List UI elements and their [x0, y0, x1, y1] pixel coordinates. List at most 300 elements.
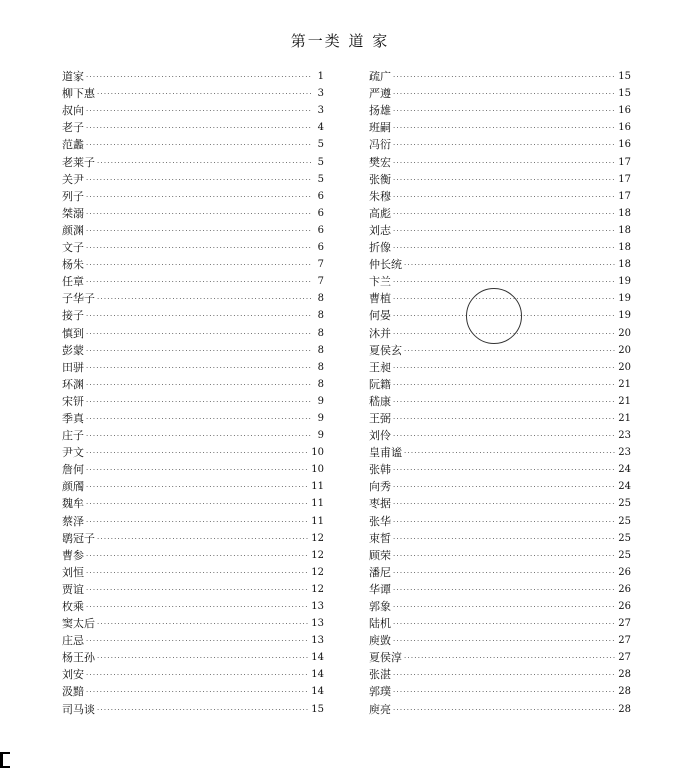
- toc-entry: [62, 203, 324, 220]
- dot-leader: [393, 586, 615, 594]
- entry-name: 顾荣: [369, 548, 391, 562]
- entry-page-number: 13: [311, 635, 324, 647]
- entry-page-number: 26: [618, 601, 631, 612]
- entry-name: 汲黯: [62, 685, 84, 699]
- entry-page-number: 25: [618, 549, 631, 561]
- toc-entry: [369, 510, 631, 527]
- entry-name: 沐并: [369, 326, 391, 340]
- entry-page-number: 13: [311, 601, 324, 612]
- toc-entry: [369, 169, 631, 186]
- entry-name: 卞兰: [369, 275, 391, 289]
- entry-name: 陆机: [369, 617, 391, 631]
- toc-entry: [369, 613, 631, 630]
- toc-left-column: [62, 66, 324, 716]
- entry-page-number: 8: [317, 327, 324, 339]
- dot-leader: [86, 569, 308, 577]
- toc-entry: [369, 66, 631, 83]
- corner-mark-icon: [0, 752, 10, 768]
- dot-leader: [86, 688, 308, 696]
- entry-page-number: 7: [317, 259, 324, 271]
- toc-entry: [369, 374, 631, 391]
- toc-entry: [62, 271, 324, 288]
- entry-page-number: 21: [618, 378, 631, 390]
- toc-entry: [62, 391, 324, 408]
- entry-name: 枚乘: [62, 600, 84, 613]
- toc-entry: [369, 493, 631, 510]
- entry-page-number: 10: [311, 464, 324, 476]
- entry-name: 班嗣: [369, 121, 391, 135]
- toc-entry: [62, 510, 324, 527]
- toc-entry: [62, 596, 324, 613]
- entry-page-number: 24: [618, 481, 631, 493]
- dot-leader: [97, 535, 308, 543]
- toc-entry: [62, 220, 324, 237]
- entry-name: 疏广: [369, 70, 391, 84]
- toc-entry: [62, 681, 324, 698]
- entry-page-number: 20: [618, 344, 631, 356]
- dot-leader: [86, 210, 311, 218]
- entry-page-number: 9: [317, 395, 324, 407]
- entry-name: 杨王孙: [62, 651, 95, 665]
- entry-page-number: 16: [618, 122, 631, 134]
- entry-page-number: 28: [618, 686, 631, 698]
- entry-name: 王弼: [369, 411, 391, 425]
- entry-name: 田骈: [62, 360, 84, 374]
- entry-name: 司马谈: [62, 702, 95, 716]
- dot-leader: [404, 261, 615, 269]
- dot-leader: [393, 159, 615, 167]
- toc-entry: [369, 254, 631, 271]
- entry-page-number: 3: [317, 88, 324, 100]
- dot-leader: [393, 688, 615, 696]
- toc-entry: [369, 664, 631, 681]
- entry-name: 老莱子: [62, 155, 95, 169]
- entry-name: 窦太后: [62, 617, 95, 631]
- dot-leader: [86, 603, 308, 611]
- entry-name: 接子: [62, 309, 84, 323]
- dot-leader: [393, 73, 615, 81]
- entry-page-number: 13: [311, 618, 324, 630]
- entry-name: 向秀: [369, 480, 391, 494]
- entry-name: 郭象: [369, 600, 391, 613]
- toc-entry: [62, 562, 324, 579]
- dot-leader: [393, 193, 615, 201]
- toc-entry: [369, 698, 631, 715]
- dot-leader: [393, 535, 615, 543]
- entry-name: 皇甫谧: [369, 446, 402, 460]
- toc-entry: [369, 630, 631, 647]
- entry-name: 折像: [369, 241, 391, 255]
- entry-page-number: 7: [317, 276, 324, 288]
- toc-entry: [62, 647, 324, 664]
- entry-page-number: 15: [311, 703, 324, 715]
- toc-entry: [62, 493, 324, 510]
- toc-entry: [369, 83, 631, 100]
- entry-name: 庄子: [62, 429, 84, 443]
- entry-name: 鹖冠子: [62, 531, 95, 545]
- dot-leader: [404, 449, 615, 457]
- dot-leader: [86, 500, 308, 508]
- entry-page-number: 21: [618, 395, 631, 407]
- entry-page-number: 5: [317, 139, 324, 151]
- toc-entry: [369, 476, 631, 493]
- entry-page-number: 12: [311, 566, 324, 578]
- toc-entry: [62, 442, 324, 459]
- dot-leader: [393, 381, 615, 389]
- toc-entry: [369, 357, 631, 374]
- page-title: 第一类 道 家: [290, 32, 390, 50]
- dot-leader: [393, 466, 615, 474]
- entry-page-number: 6: [317, 224, 324, 236]
- dot-leader: [404, 347, 615, 355]
- entry-name: 阮籍: [369, 377, 391, 391]
- entry-name: 蔡泽: [62, 514, 84, 528]
- entry-page-number: 5: [317, 173, 324, 185]
- entry-page-number: 18: [618, 242, 631, 254]
- entry-page-number: 20: [618, 327, 631, 339]
- entry-page-number: 8: [317, 361, 324, 373]
- toc-entry: [62, 459, 324, 476]
- entry-name: 庾亮: [369, 702, 391, 716]
- entry-page-number: 28: [618, 669, 631, 681]
- dot-leader: [86, 330, 311, 338]
- dot-leader: [86, 518, 308, 526]
- entry-name: 高彪: [369, 206, 391, 220]
- dot-leader: [393, 432, 615, 440]
- entry-name: 任章: [62, 275, 84, 289]
- dot-leader: [86, 124, 311, 132]
- dot-leader: [86, 278, 311, 286]
- dot-leader: [86, 398, 311, 406]
- entry-page-number: 3: [317, 105, 324, 117]
- toc-entry: [62, 100, 324, 117]
- entry-name: 文子: [62, 241, 84, 255]
- entry-page-number: 26: [618, 566, 631, 578]
- toc-entry: [62, 83, 324, 100]
- entry-name: 贾谊: [62, 582, 84, 596]
- dot-leader: [393, 671, 615, 679]
- toc-entry: [62, 425, 324, 442]
- entry-page-number: 12: [311, 583, 324, 595]
- entry-name: 樊宏: [369, 155, 391, 169]
- toc-entry: [369, 596, 631, 613]
- entry-name: 张湛: [369, 668, 391, 682]
- entry-name: 刘恒: [62, 565, 84, 579]
- toc-entry: [369, 647, 631, 664]
- entry-name: 潘尼: [369, 565, 391, 579]
- dot-leader: [393, 107, 615, 115]
- entry-name: 魏牟: [62, 497, 84, 511]
- dot-leader: [393, 210, 615, 218]
- entry-name: 颜渊: [62, 223, 84, 237]
- dot-leader: [86, 312, 311, 320]
- toc-right-column: [369, 66, 631, 716]
- toc-entry: [369, 117, 631, 134]
- dot-leader: [86, 261, 311, 269]
- dot-leader: [86, 466, 308, 474]
- dot-leader: [393, 483, 615, 491]
- entry-page-number: 9: [317, 412, 324, 424]
- dot-leader: [393, 124, 615, 132]
- toc-entry: [62, 322, 324, 339]
- entry-page-number: 8: [317, 378, 324, 390]
- toc-entry: [369, 100, 631, 117]
- entry-page-number: 23: [618, 430, 631, 442]
- toc-entry: [62, 254, 324, 271]
- entry-name: 老子: [62, 121, 84, 135]
- toc-entry: [369, 545, 631, 562]
- entry-name: 道家: [62, 70, 84, 84]
- dot-leader: [86, 244, 311, 252]
- dot-leader: [86, 381, 311, 389]
- entry-name: 刘伶: [369, 429, 391, 443]
- entry-name: 张衡: [369, 172, 391, 186]
- entry-name: 列子: [62, 189, 84, 203]
- entry-name: 朱穆: [369, 189, 391, 203]
- dot-leader: [86, 141, 311, 149]
- dot-leader: [86, 107, 311, 115]
- toc-entry: [62, 117, 324, 134]
- entry-page-number: 19: [618, 276, 631, 288]
- toc-entry: [369, 186, 631, 203]
- dot-leader: [393, 176, 615, 184]
- entry-page-number: 11: [311, 481, 324, 493]
- toc-entry: [62, 66, 324, 83]
- entry-name: 夏侯淳: [369, 651, 402, 665]
- dot-leader: [393, 398, 615, 406]
- entry-page-number: 25: [618, 498, 631, 510]
- entry-page-number: 10: [311, 447, 324, 459]
- entry-name: 宋钘: [62, 394, 84, 408]
- entry-name: 曹植: [369, 292, 391, 306]
- dot-leader: [393, 141, 615, 149]
- entry-name: 束皙: [369, 531, 391, 545]
- dot-leader: [86, 227, 311, 235]
- entry-page-number: 6: [317, 207, 324, 219]
- entry-name: 冯衍: [369, 138, 391, 152]
- dot-leader: [97, 620, 308, 628]
- dot-leader: [86, 483, 308, 491]
- entry-page-number: 16: [618, 105, 631, 117]
- toc-entry: [62, 237, 324, 254]
- entry-page-number: 14: [311, 669, 324, 681]
- entry-name: 颜斶: [62, 480, 84, 494]
- entry-name: 詹何: [62, 463, 84, 477]
- dot-leader: [393, 278, 615, 286]
- toc-entry: [369, 681, 631, 698]
- dot-leader: [393, 90, 615, 98]
- entry-page-number: 20: [618, 361, 631, 373]
- entry-name: 叔向: [62, 104, 84, 118]
- dot-leader: [393, 227, 615, 235]
- toc-entry: [62, 169, 324, 186]
- toc-entry: [369, 425, 631, 442]
- dot-leader: [86, 415, 311, 423]
- toc-entry: [62, 408, 324, 425]
- entry-page-number: 25: [618, 515, 631, 527]
- entry-name: 郭璞: [369, 685, 391, 699]
- entry-name: 庾敳: [369, 634, 391, 648]
- entry-name: 柳下惠: [62, 87, 95, 101]
- dot-leader: [86, 176, 311, 184]
- entry-page-number: 12: [311, 549, 324, 561]
- dot-leader: [86, 193, 311, 201]
- toc-entry: [369, 151, 631, 168]
- toc-entry: [369, 579, 631, 596]
- entry-name: 杨朱: [62, 258, 84, 272]
- entry-name: 夏侯玄: [369, 343, 402, 357]
- entry-name: 嵇康: [369, 394, 391, 408]
- dot-leader: [393, 569, 615, 577]
- dot-leader: [86, 586, 308, 594]
- entry-page-number: 26: [618, 583, 631, 595]
- toc-entry: [62, 630, 324, 647]
- toc-entry: [62, 698, 324, 715]
- toc-entry: [62, 134, 324, 151]
- toc-entry: [369, 134, 631, 151]
- dot-leader: [86, 432, 311, 440]
- entry-page-number: 28: [618, 703, 631, 715]
- entry-page-number: 11: [311, 498, 324, 510]
- entry-page-number: 27: [618, 635, 631, 647]
- entry-page-number: 25: [618, 532, 631, 544]
- dot-leader: [393, 637, 615, 645]
- entry-page-number: 18: [618, 259, 631, 271]
- dot-leader: [97, 295, 311, 303]
- dot-leader: [393, 244, 615, 252]
- dot-leader: [393, 706, 615, 714]
- entry-page-number: 27: [618, 618, 631, 630]
- toc-entry: [369, 562, 631, 579]
- toc-entry: [62, 613, 324, 630]
- toc-entry: [369, 459, 631, 476]
- entry-page-number: 17: [618, 173, 631, 185]
- entry-name: 刘安: [62, 668, 84, 682]
- dot-leader: [86, 449, 308, 457]
- dot-leader: [97, 90, 311, 98]
- entry-name: 严遵: [369, 87, 391, 101]
- entry-name: 彭蒙: [62, 343, 84, 357]
- entry-page-number: 16: [618, 139, 631, 151]
- entry-page-number: 18: [618, 224, 631, 236]
- entry-name: 张华: [369, 514, 391, 528]
- entry-page-number: 18: [618, 207, 631, 219]
- toc-entry: [369, 237, 631, 254]
- entry-name: 季真: [62, 411, 84, 425]
- entry-page-number: 11: [311, 515, 324, 527]
- dot-leader: [86, 637, 308, 645]
- entry-page-number: 21: [618, 412, 631, 424]
- dot-leader: [86, 347, 311, 355]
- dot-leader: [393, 552, 615, 560]
- entry-page-number: 12: [311, 532, 324, 544]
- entry-name: 子华子: [62, 292, 95, 306]
- entry-page-number: 24: [618, 464, 631, 476]
- entry-name: 枣据: [369, 497, 391, 511]
- entry-page-number: 17: [618, 190, 631, 202]
- entry-page-number: 4: [317, 122, 324, 134]
- entry-page-number: 17: [618, 156, 631, 168]
- entry-page-number: 14: [311, 686, 324, 698]
- toc-entry: [369, 442, 631, 459]
- entry-name: 环渊: [62, 377, 84, 391]
- dot-leader: [86, 73, 311, 81]
- dot-leader: [393, 603, 615, 611]
- dot-leader: [393, 518, 615, 526]
- toc-entry: [62, 579, 324, 596]
- entry-name: 扬雄: [369, 104, 391, 118]
- toc-entry: [369, 271, 631, 288]
- entry-page-number: 15: [618, 71, 631, 83]
- entry-name: 曹参: [62, 548, 84, 562]
- toc-entry: [369, 220, 631, 237]
- dot-leader: [404, 654, 615, 662]
- toc-entry: [62, 476, 324, 493]
- dot-leader: [393, 364, 615, 372]
- entry-name: 张韩: [369, 463, 391, 477]
- entry-page-number: 8: [317, 293, 324, 305]
- entry-page-number: 6: [317, 190, 324, 202]
- toc-entry: [62, 186, 324, 203]
- entry-page-number: 15: [618, 88, 631, 100]
- dot-leader: [393, 620, 615, 628]
- toc-entry: [369, 391, 631, 408]
- toc-entry: [62, 151, 324, 168]
- toc-entry: [369, 203, 631, 220]
- dot-leader: [393, 415, 615, 423]
- entry-page-number: 6: [317, 242, 324, 254]
- entry-name: 桀溺: [62, 206, 84, 220]
- toc-entry: [369, 408, 631, 425]
- toc-entry: [62, 305, 324, 322]
- entry-name: 尹文: [62, 446, 84, 460]
- entry-page-number: 1: [317, 71, 324, 83]
- dot-leader: [86, 671, 308, 679]
- entry-name: 何晏: [369, 309, 391, 323]
- toc-entry: [62, 357, 324, 374]
- entry-page-number: 8: [317, 310, 324, 322]
- toc-entry: [62, 340, 324, 357]
- dot-leader: [97, 706, 308, 714]
- entry-name: 刘志: [369, 223, 391, 237]
- toc-entry: [62, 545, 324, 562]
- dot-leader: [97, 159, 311, 167]
- toc-entry: [62, 528, 324, 545]
- entry-page-number: 27: [618, 652, 631, 664]
- toc-entry: [62, 664, 324, 681]
- entry-name: 范蠡: [62, 138, 84, 152]
- entry-page-number: 19: [618, 293, 631, 305]
- entry-name: 关尹: [62, 172, 84, 186]
- toc-entry: [62, 288, 324, 305]
- entry-page-number: 9: [317, 430, 324, 442]
- entry-name: 华谭: [369, 582, 391, 596]
- entry-page-number: 19: [618, 310, 631, 322]
- circle-annotation: [466, 288, 522, 344]
- dot-leader: [97, 654, 308, 662]
- dot-leader: [86, 364, 311, 372]
- toc-entry: [62, 374, 324, 391]
- entry-page-number: 8: [317, 344, 324, 356]
- toc-entry: [369, 528, 631, 545]
- entry-name: 仲长统: [369, 258, 402, 272]
- entry-page-number: 23: [618, 447, 631, 459]
- entry-page-number: 14: [311, 652, 324, 664]
- dot-leader: [86, 552, 308, 560]
- entry-page-number: 5: [317, 156, 324, 168]
- entry-name: 慎到: [62, 326, 84, 340]
- dot-leader: [393, 500, 615, 508]
